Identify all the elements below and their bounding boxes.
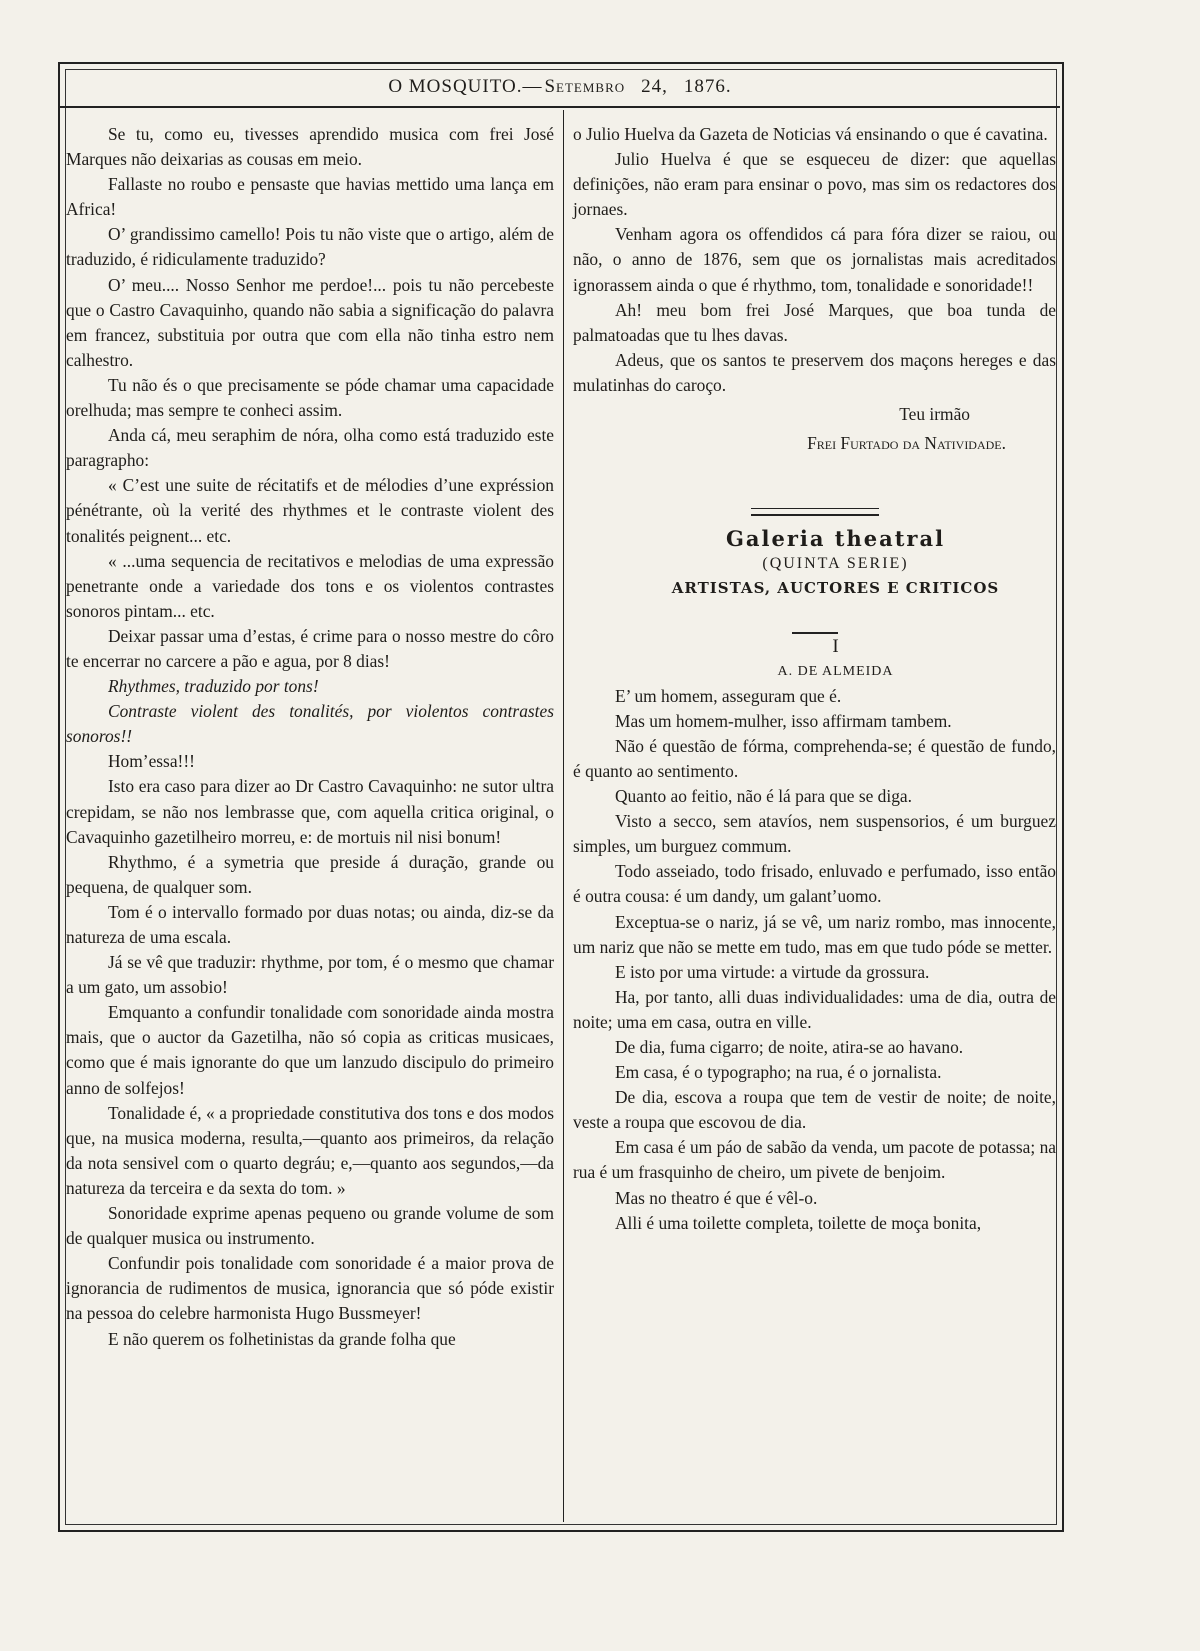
paragraph: Mas um homem-mulher, isso affirmam tambem.	[615, 710, 952, 731]
paragraph: Visto a secco, sem atavíos, nem suspensorios, é um burguez simples, um burguez commum.	[573, 811, 1056, 857]
signature-line-2: Frei Furtado da Natividade.	[807, 433, 1006, 454]
paragraph: Mas no theatro é que é vêl-o.	[615, 1187, 818, 1208]
header-day: 24,	[641, 76, 668, 97]
section-subtitle: (QUINTA SERIE)	[762, 555, 909, 573]
article-subject: A. DE ALMEIDA	[777, 663, 894, 679]
running-header	[60, 68, 1060, 108]
paragraph: Rhythmes, traduzido por tons!	[108, 676, 319, 697]
paragraph: Confundir pois tonalidade com sonoridade é a maior prova de ignorancia de rudimentos de musica, ignorancia que só póde existir na pessoa do celebre harmonista Hugo Bussmeyer!	[66, 1253, 554, 1324]
section-title: Galeria theatral	[725, 526, 946, 552]
paragraph: Deixar passar uma d’estas, é crime para o nosso mestre do côro te encerrar no carcere a pão e agua, por 8 dias!	[66, 625, 554, 671]
column-divider	[563, 110, 564, 1522]
paragraph: Todo asseiado, todo frisado, enluvado e perfumado, isso então é outra cousa: é um dandy, um galant’uomo.	[573, 861, 1056, 907]
paragraph: E’ um homem, asseguram que é.	[615, 685, 842, 706]
paragraph: Se tu, como eu, tivesses aprendido musica com frei José Marques não deixarias as cousas em meio.	[66, 124, 554, 170]
paragraph: Ha, por tanto, alli duas individualidades: uma de dia, outra de noite; uma em casa, outra en ville.	[573, 986, 1056, 1032]
paragraph: Tu não és o que precisamente se póde chamar uma capacidade orelhuda; mas sempre te conheci assim.	[66, 374, 554, 421]
chapter-numeral: I	[832, 635, 839, 657]
paragraph: Já se vê que traduzir: rhythme, por tom, é o mesmo que chamar a um gato, um assobio!	[66, 952, 554, 998]
right-column	[573, 122, 1056, 1236]
paragraph: Ah! meu bom frei José Marques, que boa tunda de palmatoadas que tu lhes davas.	[573, 299, 1056, 345]
paragraph: Anda cá, meu seraphim de nóra, olha como está traduzido este paragrapho:	[66, 425, 554, 471]
paragraph: Tonalidade é, « a propriedade constitutiva dos tons e dos modos que, na musica moderna, resulta,—quanto aos primeiros, da relação da nota sensivel com o quarto degráu; e,—quanto aos segundos,—da natureza da terceira e da sexta do tom. »	[66, 1102, 554, 1198]
header-month: Setembro	[544, 76, 626, 97]
paragraph: Hom’essa!!!	[108, 751, 195, 772]
paragraph: E isto por uma virtude: a virtude da grossura.	[615, 961, 930, 982]
quote-french: « C’est une suite de récitatifs et de mélodies d’une expréssion pénétrante, où la verité des rhythmes et le contraste violent des tonalités peignent... etc.	[66, 475, 554, 546]
left-column	[66, 122, 554, 1352]
signature-line-1: Teu irmão	[899, 404, 970, 425]
paragraph: Contraste violent des tonalités, por violentos contrastes sonoros!!	[66, 701, 554, 747]
quote-portuguese: « ...uma sequencia de recitativos e melodias de uma expressão penetrante onde a variedade dos tons e os violentos contrastes sonoros pintam... etc.	[66, 550, 554, 621]
paragraph: Em casa, é o typographo; na rua, é o jornalista.	[615, 1062, 942, 1083]
paragraph: O’ meu.... Nosso Senhor me perdoe!... pois tu não percebeste que o Castro Cavaquinho, quando não sabia a significação do palavra em francez, substituia por outra que com ella não tinha estro nem calhestro.	[66, 274, 554, 370]
paragraph: Julio Huelva é que se esqueceu de dizer: que aquellas definições, não eram para ensinar o povo, mas sim os redactores dos jornaes.	[573, 149, 1056, 220]
paragraph: Exceptua-se o nariz, já se vê, um nariz rombo, mas innocente, um nariz que não se mette em tudo, mas em que tudo póde se metter.	[573, 911, 1056, 957]
paragraph: Emquanto a confundir tonalidade com sonoridade ainda mostra mais, que o auctor da Gazetilha, não só copia as criticas musicaes, como que é mais ignorante do que um lanzudo discipulo do primeiro anno de solfejos!	[66, 1002, 554, 1098]
section-heading: ARTISTAS, AUCTORES E CRITICOS	[671, 579, 1000, 598]
paragraph: De dia, fuma cigarro; de noite, atira-se ao havano.	[615, 1037, 964, 1057]
paragraph: Quanto ao feitio, não é lá para que se diga.	[615, 786, 912, 807]
paragraph: E não querem os folhetinistas da grande folha que	[108, 1328, 456, 1349]
paragraph: Alli é uma toilette completa, toilette de moça bonita,	[615, 1212, 982, 1233]
section-divider	[751, 508, 879, 516]
paragraph: Em casa é um páo de sabão da venda, um pacote de potassa; na rua é um frasquinho de cheiro, um pivete de benjoim.	[573, 1137, 1056, 1183]
paragraph: Sonoridade exprime apenas pequeno ou grande volume de som de qualquer musica ou instrumento.	[66, 1203, 554, 1249]
paragraph: Rhythmo, é a symetria que preside á duração, grande ou pequena, de qualquer som.	[66, 851, 554, 897]
paragraph: Isto era caso para dizer ao Dr Castro Cavaquinho: ne sutor ultra crepidam, se não nos lembrasse que, com aquella critica original, o Cavaquinho gazetilheiro morreu, e: de mortuis nil nisi bonum!	[66, 776, 554, 847]
header-year: 1876.	[683, 76, 732, 97]
paragraph: De dia, escova a roupa que tem de vestir de noite; de noite, veste a roupa que escovou de dia.	[573, 1087, 1056, 1133]
paragraph: Venham agora os offendidos cá para fóra dizer se raiou, ou não, o anno de 1876, sem que os jornalistas mais acreditados ignorassem ainda o que é rhythmo, tom, tonalidade e sonoridade!!	[573, 224, 1056, 295]
paragraph: O’ grandissimo camello! Pois tu não viste que o artigo, além de traduzido, é ridiculamente traduzido?	[66, 224, 554, 270]
paragraph: Não é questão de fórma, comprehenda-se; é questão de fundo, é quanto ao sentimento.	[573, 735, 1056, 781]
paragraph: o Julio Huelva da Gazeta de Noticias vá ensinando o que é cavatina.	[573, 124, 1048, 144]
paragraph: Fallaste no roubo e pensaste que havias mettido uma lança em Africa!	[66, 174, 554, 220]
paragraph: Tom é o intervallo formado por duas notas; ou ainda, diz-se da natureza de uma escala.	[66, 901, 554, 947]
header-publication: O MOSQUITO.—	[388, 76, 543, 97]
paragraph: Adeus, que os santos te preservem dos maçons hereges e das mulatinhas do caroço.	[573, 349, 1056, 395]
